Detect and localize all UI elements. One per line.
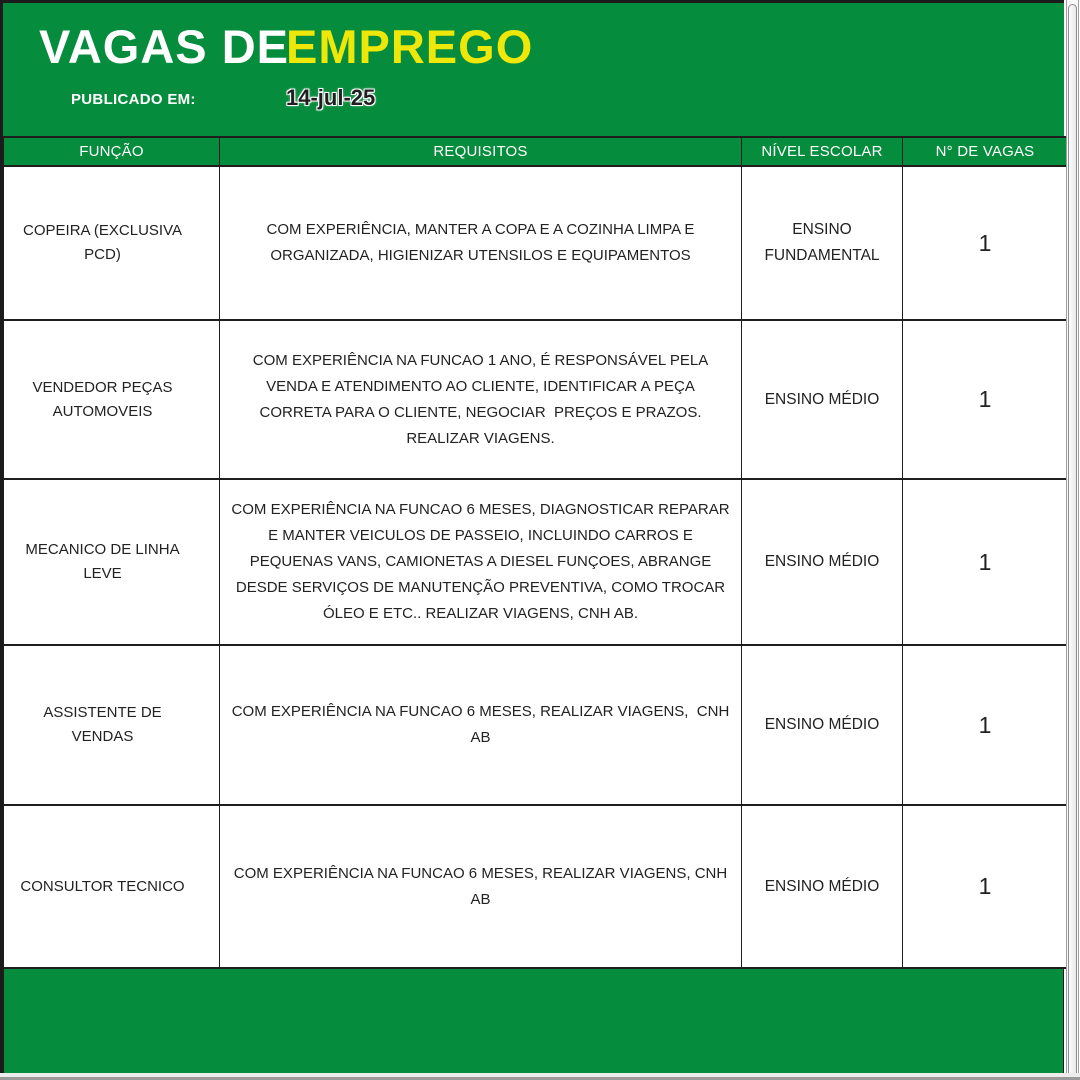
- scrollbar-thumb[interactable]: [1068, 4, 1077, 1073]
- nivel-escolar-cell: ENSINO MÉDIO: [742, 479, 903, 645]
- funcao-cell: CONSULTOR TECNICO: [4, 805, 220, 968]
- n-de-vagas-cell: 1: [903, 479, 1068, 645]
- requisitos-cell: COM EXPERIÊNCIA NA FUNCAO 6 MESES, REALIZAR VIAGENS, CNH AB: [220, 645, 742, 805]
- column-header-nivel-escolar: NÍVEL ESCOLAR: [742, 137, 903, 166]
- scrollbar-track[interactable]: [1066, 0, 1079, 1073]
- nivel-escolar-cell: ENSINO MÉDIO: [742, 645, 903, 805]
- funcao-cell: COPEIRA (EXCLUSIVA PCD): [4, 166, 220, 320]
- funcao-cell: ASSISTENTE DE VENDAS: [4, 645, 220, 805]
- n-de-vagas-cell: 1: [903, 805, 1068, 968]
- page-title-emprego: EMPREGO: [286, 20, 534, 73]
- requisitos-cell: COM EXPERIÊNCIA NA FUNCAO 6 MESES, REALIZAR VIAGENS, CNH AB: [220, 805, 742, 968]
- table-row: [4, 166, 1068, 320]
- requisitos-cell: COM EXPERIÊNCIA NA FUNCAO 1 ANO, É RESPONSÁVEL PELA VENDA E ATENDIMENTO AO CLIENTE, IDENTIFICAR A PEÇA CORRETA PARA O CLIENTE, NEGOCIAR PREÇOS E PRAZOS. REALIZAR VIAGENS.: [220, 320, 742, 479]
- table-row: [4, 805, 1068, 968]
- nivel-escolar-cell: ENSINO MÉDIO: [742, 805, 903, 968]
- flyer-header: [3, 3, 1064, 136]
- nivel-escolar-cell: ENSINO MÉDIO: [742, 320, 903, 479]
- n-de-vagas-cell: 1: [903, 645, 1068, 805]
- n-de-vagas-cell: 1: [903, 320, 1068, 479]
- bottom-edge: [0, 1073, 1080, 1080]
- funcao-cell: MECANICO DE LINHA LEVE: [4, 479, 220, 645]
- page-title-vagas-de: VAGAS DE: [39, 20, 289, 73]
- published-date: 14-jul-25: [286, 85, 376, 110]
- column-header-requisitos: REQUISITOS: [220, 137, 742, 166]
- table-row: [4, 645, 1068, 805]
- nivel-escolar-cell: ENSINO FUNDAMENTAL: [742, 166, 903, 320]
- n-de-vagas-cell: 1: [903, 166, 1068, 320]
- column-header-funcao: FUNÇÃO: [4, 137, 220, 166]
- flyer-footer: [3, 969, 1064, 1073]
- requisitos-cell: COM EXPERIÊNCIA NA FUNCAO 6 MESES, DIAGNOSTICAR REPARAR E MANTER VEICULOS DE PASSEIO, INCLUINDO CARROS E PEQUENAS VANS, CAMIONETAS A DIESEL FUNÇOES, ABRANGE DESDE SERVIÇOS DE MANUTENÇÃO PREVENTIVA, COMO TROCAR ÓLEO E ETC.. REALIZAR VIAGENS, CNH AB.: [220, 479, 742, 645]
- column-header-n-de-vagas: N° DE VAGAS: [903, 137, 1068, 166]
- requisitos-cell: COM EXPERIÊNCIA, MANTER A COPA E A COZINHA LIMPA E ORGANIZADA, HIGIENIZAR UTENSILOS E EQUIPAMENTOS: [220, 166, 742, 320]
- table-row: [4, 479, 1068, 645]
- published-label: PUBLICADO EM:: [71, 91, 196, 108]
- funcao-cell: VENDEDOR PEÇAS AUTOMOVEIS: [4, 320, 220, 479]
- table-header-row: [4, 137, 1068, 166]
- vacancies-table: [3, 136, 1068, 969]
- table-row: [4, 320, 1068, 479]
